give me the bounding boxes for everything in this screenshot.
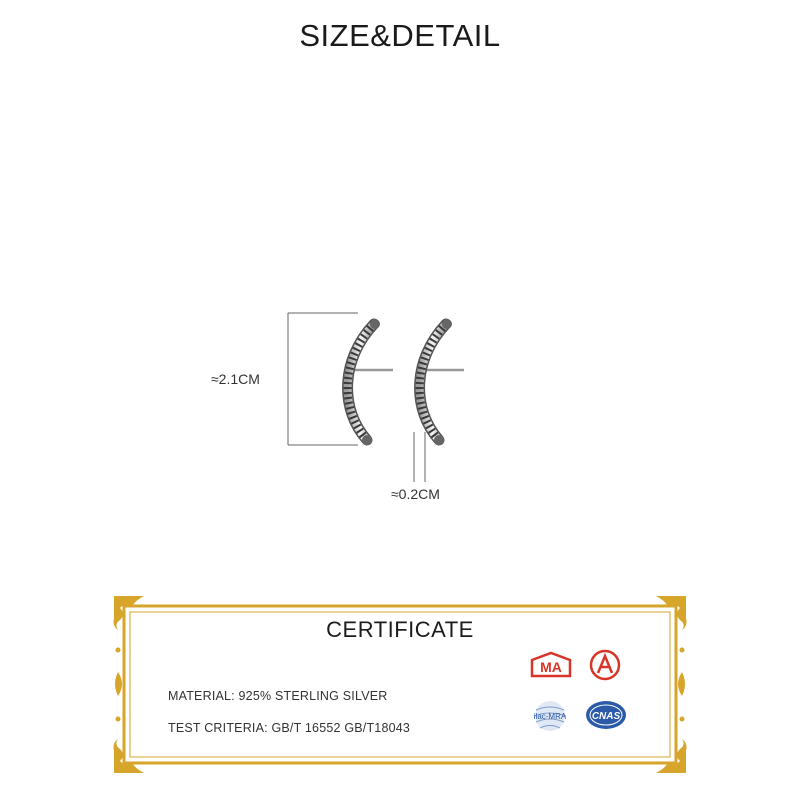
svg-text:MA: MA — [540, 659, 562, 675]
material-text: MATERIAL: 925% STERLING SILVER — [168, 689, 388, 703]
test-criteria-text: TEST CRITERIA: GB/T 16552 GB/T18043 — [168, 721, 411, 735]
certificate-panel — [110, 592, 690, 777]
cnas-logo — [584, 698, 628, 732]
width-dimension-bracket — [414, 432, 425, 482]
cma-logo — [528, 650, 574, 680]
certificate-title: CERTIFICATE — [326, 617, 474, 642]
svg-text:CNAS: CNAS — [591, 711, 621, 722]
svg-text:ilac-MRA: ilac-MRA — [533, 712, 567, 721]
ilac-mra-logo — [526, 696, 574, 740]
right-earring — [420, 319, 464, 445]
width-dimension-label: ≈0.2CM — [391, 486, 440, 502]
height-dimension-label: ≈2.1CM — [211, 371, 260, 387]
cal-logo — [588, 648, 622, 682]
corner-ornament-br — [656, 739, 687, 773]
corner-ornament-bl — [114, 739, 145, 773]
left-earring — [348, 319, 393, 445]
page-title: SIZE&DETAIL — [299, 18, 501, 53]
